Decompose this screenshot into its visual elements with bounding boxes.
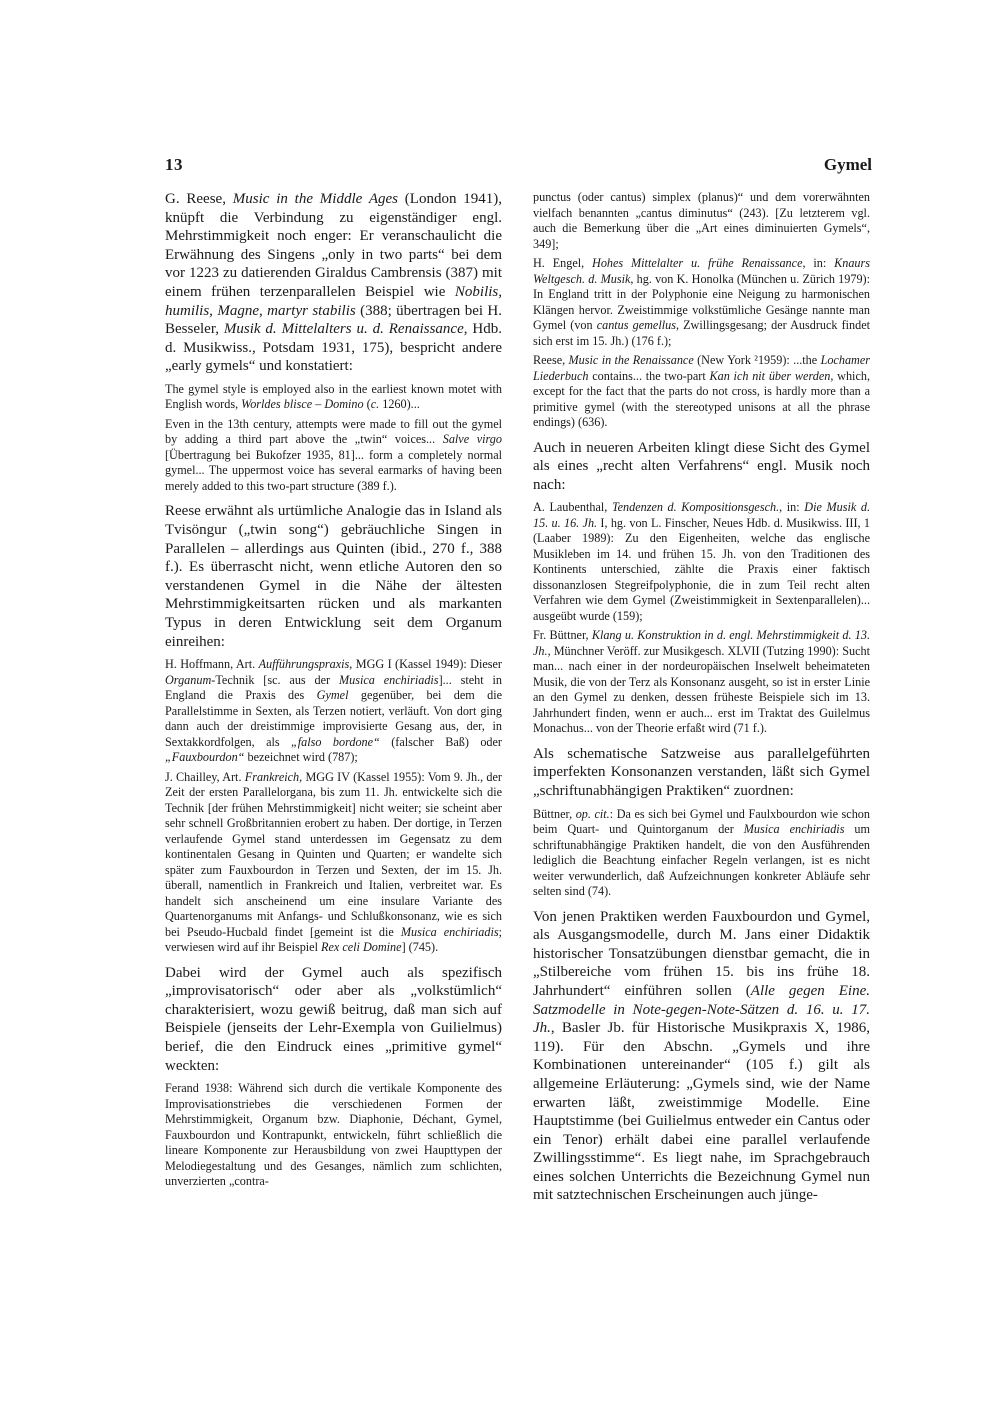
right-column — [533, 190, 870, 1211]
right-column-citation-1: punctus (oder cantus) simplex (planus)“ und dem vorerwähnten vielfach benannten „cantus diminutus“ (243). [Zu letzterem vgl. auch die Bemerkung über die „Art eines diminuierten Gymels“, 349]; — [533, 190, 870, 251]
right-column-citation-3: Reese, Music in the Renaissance (New York ²1959): ...the Lochamer Liederbuch contains... the two-part Kan ich nit über werden, which, except for the fact that the parts do not cross, is hardly more than a primitive gymel (with the stereotyped unisons at all the phrase endings) (636). — [533, 353, 870, 429]
right-column-citation-6: Fr. Büttner, Klang u. Konstruktion in d. engl. Mehrstimmigkeit d. 13. Jh., Münchner Veröff. zur Musikgesch. XLVII (Tutzing 1990): Sucht man... nach einer in der nordeuropäischen Inselwelt beheimateten Musik, die von der Terz als Konsonanz ausgeht, so ist in erster Linie an den Gymel zu denken, dessen früheste Beispiele sich im 13. Jahrhundert finden, wenn er auch... erst im Traktat des Guilelmus Monachus... von der Theorie erfaßt wird (71 f.). — [533, 628, 871, 736]
right-column-citation-8: Büttner, op. cit.: Da es sich bei Gymel und Faulxbourdon wie schon beim Quart- und Quintorganum der Musica enchiriadis um schriftunabhängige Praktiken handelt, die von den Ausführenden lediglich die Beachtung einfacher Regeln verlangen, ist es nicht weiter verwunderlich, daß Aufzeichnungen konkreter Abläufe sehr selten sind (74). — [533, 806, 870, 899]
right-column-paragraph-9: Von jenen Praktiken werden Fauxbourdon und Gymel, als Ausgangsmodelle, durch M. Jans einer Didaktik historischer Tonsatzübungen dienstbar gemacht, die in „Stilbereiche vom frühen 15. bis ins frühe 18. Jahrhundert“ einführen sollen (Alle gegen Eine. Satzmodelle in Note-gegen-Note-Sätzen d. 16. u. 17. Jh., Basler Jb. für Historische Musikpraxis X, 1986, 119). Für den Abschn. „Gymels und ihre Kombinationen untereinander“ (105 f.) gilt als allgemeine Erläuterung: „Gymels sind, wie der Name erwarten läßt, zweistimmige Modelle. Eine Hauptstimme (bei Guilielmus entweder ein Cantus oder ein Tenor) erhält dabei eine parallel verlaufende Zwillingsstimme“. Es liegt nahe, im Sprachgebrauch eines solchen Unterrichts die Bezeichnung Gymel nun mit satztechnischen Erscheinungen auch jünge- — [533, 908, 870, 1204]
left-column-citation-3: Even in the 13th century, attempts were made to fill out the gymel by adding a third part above the „twin“ voices... Salve virgo [Übertragung bei Bukofzer 1935, 81]... form a completely normal gymel... The uppermost voice has several earmarks of having been merely added to this two-part structure (389 f.). — [165, 416, 502, 493]
left-column-citation-5: H. Hoffmann, Art. Aufführungspraxis, MGG I (Kassel 1949): Dieser Organum-Technik [sc. aus der Musica enchiriadis]... steht in England die Praxis des Gymel gegenüber, bei dem die Parallelstimme in Sexten, als Terzen notiert, verläuft. Von dort ging dann auch der dreistimmige improvisierte Gesang aus, der, in Sextakkordfolgen, als „falso bordone“ (falscher Baß) oder „Fauxbourdon“ bezeichnet wird (787); — [165, 657, 503, 765]
left-column — [165, 190, 502, 1194]
left-column-citation-2: The gymel style is employed also in the earliest known motet with English words, Worldes blisce – Domino (c. 1260)... — [165, 381, 502, 412]
page-number: 13 — [165, 155, 183, 174]
running-head: Gymel — [823, 155, 872, 174]
right-column-citation-2: H. Engel, Hohes Mittelalter u. frühe Renaissance, in: Knaurs Weltgesch. d. Musik, hg. von K. Honolka (München u. Zürich 1979): In England tritt in der Polyphonie eine Neigung zu harmonischen Klängen hervor. Zweistimmige volkstümliche Gesänge nannte man Gymel (von cantus gemellus, Zwillingsgesang; der Ausdruck findet sich erst im 15. Jh.) (176 f.); — [533, 256, 871, 348]
left-column-paragraph-7: Dabei wird der Gymel auch als spezifisch „improvisatorisch“ oder aber als „volkstümlich“ charakterisiert, wozu gewiß beitrug, daß man sich auf Beispiele (jenseits der Lehr-Exempla von Guilielmus) berief, die den Eindruck eines „primitive gymel“ weckten: — [165, 964, 502, 1074]
left-column-citation-6: J. Chailley, Art. Frankreich, MGG IV (Kassel 1955): Vom 9. Jh., der Zeit der ersten Parallelorgana, bis zum 11. Jh. entwickelte sich die Technik [der frühen Mehrstimmigkeit] nicht weiter; sie scheint aber sehr schnell Großbritannien erobert zu haben. Der dortige, in Terzen verlaufende Gymel stand unterdessen im Gegensatz zu dem kontinentalen Gesang in Quinten und Quarten; er wandelte sich später zum Fauxbourdon in Terzen und Sexten, der im 15. Jh. überall, namentlich in Frankreich und Italien, verbreitet war. Es handelt sich anscheinend um eine insulare Variante des Quartenorganums mit Anfangs- und Schlußkonsonanz, wie es sich bei Pseudo-Hucbald findet [gemeint ist die Musica enchiriadis; verwiesen wird auf ihr Beispiel Rex celi Domine] (745). — [165, 769, 502, 955]
right-column-paragraph-4: Auch in neueren Arbeiten klingt diese Sicht des Gymel als eines „recht alten Verfahrens“ engl. Musik noch nach: — [533, 439, 870, 493]
left-column-paragraph-4: Reese erwähnt als urtümliche Analogie das in Island als Tvisöngur („twin song“) gebräuchliche Singen in Parallelen – allerdings aus Quinten (ibid., 270 f., 388 f.). Es überrascht nicht, wenn etliche Autoren den so verstandenen Gymel in die Nähe der ältesten Mehrstimmigkeitsarten rücken und als markanten Typus in deren Entwicklung seit dem Organum einreihen: — [165, 503, 502, 650]
left-column-citation-8: Ferand 1938: Während sich durch die vertikale Komponente des Improvisationstriebes die verschiedenen Formen der Mehrstimmigkeit, Organum bzw. Diaphonie, Déchant, Gymel, Fauxbourdon und Kontrapunkt, entwickeln, führt schließlich die lineare Komponente zur Herausbildung von zwei Haupttypen der Melodiegestaltung und des Gesanges, nämlich zum schlichten, unverzierten „contra- — [165, 1081, 502, 1189]
right-column-citation-5: A. Laubenthal, Tendenzen d. Kompositionsgesch., in: Die Musik d. 15. u. 16. Jh. I, hg. von L. Finscher, Neues Hdb. d. Musikwiss. III, 1 (Laaber 1989): Zu den Eigenheiten, welche das englische Musikleben im 14. und frühen 15. Jh. von den Traditionen des Kontinents unterschied, zählte die Praxis einer faktisch dissonanzlosen Stegreifpolyphonie, die in zum Teil recht alten Verfahren wie dem Gymel (Zweistimmigkeit in Sextenparallelen)... ausgeübt wurde (159); — [533, 500, 870, 623]
right-column-paragraph-7: Als schematische Satzweise aus parallelgeführten imperfekten Konsonanzen verstanden, läßt sich Gymel „schriftunabhängigen Praktiken“ zuordnen: — [533, 745, 870, 799]
left-column-paragraph-1: G. Reese, Music in the Middle Ages (London 1941), knüpft die Verbindung zu eigenständiger engl. Mehrstimmigkeit noch enger: Er veranschaulicht die Erwähnung des Singens „only in two parts“ bei dem vor 1223 zu datierenden Giraldus Cambrensis (387) mit einem frühen terzenparallelen Beispiel wie Nobilis, humilis, Magne, martyr stabilis (388; übertragen bei H. Besseler, Musik d. Mittelalters u. d. Renaissance, Hdb. d. Musikwiss., Potsdam 1931, 175), bespricht andere „early gymels“ und konstatiert: — [165, 191, 502, 375]
